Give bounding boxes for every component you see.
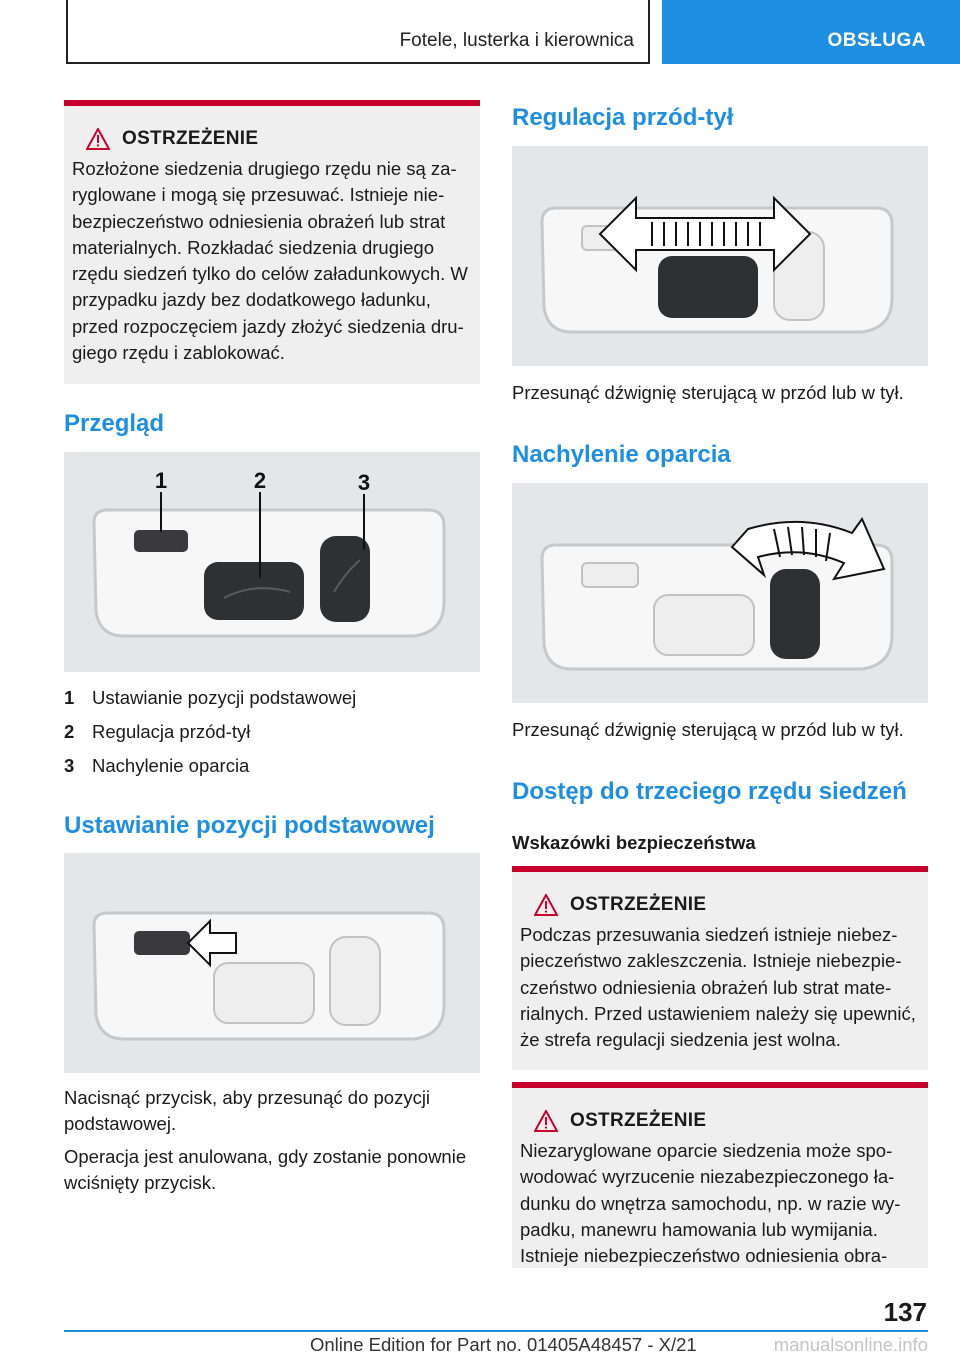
footer-edition: Online Edition for Part no. 01405A48457 - X/21 — [310, 1334, 697, 1355]
warning-box-pinching — [512, 866, 928, 1070]
watermark: manualsonline.info — [773, 1334, 928, 1355]
page-number: 137 — [883, 1297, 927, 1327]
warning-text: Niezaryglowane oparcie siedzenia może spo-wodować wyrzucenie niezabezpieczonego ła-dunku do wnętrza samochodu, np. w razie wy-padku, manewru hamowania lub wymijania. Istnieje niebezpieczeństwo odniesienia obra- — [520, 1140, 901, 1267]
warning-triangle-icon — [534, 894, 558, 916]
legend-number: 2 — [64, 721, 75, 742]
backrest-text: Przesunąć dźwignię sterującą w przód lub w tył. — [512, 719, 904, 740]
section-tab-label: OBSŁUGA — [827, 30, 926, 51]
section-tab[interactable] — [662, 0, 960, 64]
backrest-heading: Nachylenie oparcia — [512, 441, 731, 468]
fore-aft-adjustment-image — [512, 146, 928, 366]
basic-position-text-1: Nacisnąć przycisk, aby przesunąć do pozycji podstawowej. — [64, 1087, 431, 1135]
legend-label: Nachylenie oparcia — [92, 755, 250, 776]
basic-position-text-2: Operacja jest anulowana, gdy zostanie ponownie wciśnięty przycisk. — [64, 1146, 467, 1194]
basic-position-heading: Ustawianie pozycji podstawowej — [64, 812, 435, 839]
fore-aft-text: Przesunąć dźwignię sterującą w przód lub w tył. — [512, 382, 904, 403]
warning-title: OSTRZEŻENIE — [570, 894, 707, 915]
warning-triangle-icon — [534, 1110, 558, 1132]
backrest-adjustment-image — [512, 483, 928, 703]
header-frame — [66, 0, 650, 64]
warning-title: OSTRZEŻENIE — [570, 1110, 707, 1131]
legend-label: Regulacja przód-tył — [92, 721, 251, 742]
overview-heading: Przegląd — [64, 410, 165, 437]
callout-2: 2 — [253, 468, 267, 493]
basic-position-button-image — [64, 853, 480, 1073]
warning-box-unlocked-backrest — [512, 1082, 928, 1268]
footer-divider — [64, 1330, 928, 1332]
warning-triangle-icon — [86, 128, 110, 150]
seat-controls-overview-image — [64, 452, 480, 672]
legend-label: Ustawianie pozycji podstawowej — [92, 687, 357, 708]
callout-1: 1 — [154, 468, 168, 493]
chapter-title: Fotele, lusterka i kierownica — [399, 30, 634, 51]
callout-3: 3 — [357, 470, 371, 495]
warning-title: OSTRZEŻENIE — [122, 128, 259, 149]
legend-item — [64, 749, 480, 783]
safety-notes-subheading: Wskazówki bezpieczeństwa — [512, 832, 756, 853]
warning-text: Rozłożone siedzenia drugiego rzędu nie są za-ryglowane i mogą się przesuwać. Istnieje nie-bezpieczeństwo odniesienia obrażeń lub strat materialnych. Rozkładać siedzenia drugiego rzędu siedzeń tylko do celów załadunkowych. W przypadku jazdy bez dodatkowego ładunku, przed rozpoczęciem jazdy złożyć siedzenia dru-giego rzędu i zablokować. — [72, 158, 468, 364]
fore-aft-heading: Regulacja przód-tył — [512, 104, 734, 131]
warning-text: Podczas przesuwania siedzeń istnieje niebez-pieczeństwo zakleszczenia. Istnieje niebezpie-czeństwo odniesienia obrażeń lub strat mate-rialnych. Przed ustawieniem należy się upewnić, że strefa regulacji siedzenia jest wolna. — [520, 924, 916, 1051]
overview-legend — [64, 681, 480, 783]
legend-number: 1 — [64, 687, 75, 708]
third-row-heading: Dostęp do trzeciego rzędu siedzeń — [512, 778, 907, 805]
legend-item — [64, 681, 480, 715]
legend-number: 3 — [64, 755, 75, 776]
legend-item — [64, 715, 480, 749]
warning-box-second-row — [64, 100, 480, 384]
